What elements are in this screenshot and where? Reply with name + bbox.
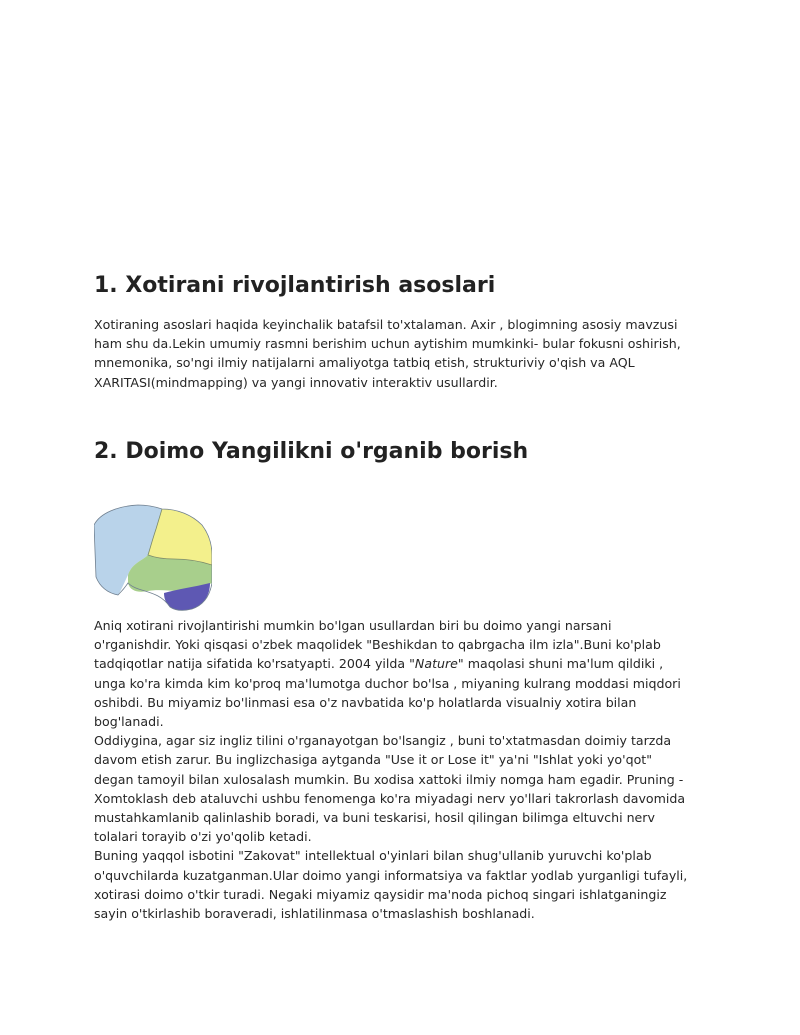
paragraph-text: maqolasi shuni ma'lum qildiki , [463, 656, 664, 672]
paragraph-line: XARITASI(mindmapping) va yangi innovativ interaktiv usullardir. [94, 374, 498, 390]
paragraph-text: tadqiqotlar natija sifatida ko'rsatyapti. 2004 yilda [94, 656, 410, 672]
paragraph-line: Aniq xotirani rivojlantirishi mumkin bo'lgan usullardan biri bu doimo yangi narsani [94, 618, 612, 633]
paragraph-line: davom etish zarur. Bu inglizchasiga aytganda "Use it or Lose it" ya'ni "Ishlat yoki yo'qot" [94, 752, 653, 768]
paragraph-line: Buning yaqqol isbotini "Zakovat" intellektual o'yinlari bilan shug'ullanib yuruvchi ko'plab [94, 848, 652, 864]
paragraph-line: o'quvchilarda kuzatganman.Ular doimo yangi informatsiya va faktlar yodlab yurganligi tufayli, [94, 867, 688, 883]
paragraph-line: degan tamoyil bilan xulosalash mumkin. Bu xodisa xattoki ilmiy nomga ham egadir. Pruning - [94, 771, 684, 787]
paragraph-line: bog'lanadi. [94, 714, 164, 730]
paragraph-line: o'rganishdir. Yoki qisqasi o'zbek maqolidek "Beshikdan to qabrgacha ilm izla".Buni ko'plab [94, 637, 661, 653]
paragraph-line: unga ko'ra kimda kim ko'proq ma'lumotga duchor bo'lsa , miyaning kulrang moddasi miqdori [94, 675, 681, 691]
paragraph-line: tolalari torayib o'zi yo'qolib ketadi. [94, 829, 312, 845]
brain-lobes-image [94, 503, 212, 613]
paragraph-line: oshibdi. Bu miyamiz bo'linmasi esa o'z navbatida ko'p holatlarda visualniy xotira bilan [94, 694, 637, 710]
paragraph-line: Xotiraning asoslari haqida keyinchalik batafsil to'xtalaman. Axir , blogimning asosiy mavzusi [94, 317, 678, 332]
paragraph-line: mnemonika, so'ngi ilmiy natijalarni amaliyotga tatbiq etish, strukturiviy o'qish va AQL [94, 355, 635, 371]
paragraph-line: Xomtoklash deb ataluvchi ushbu fenomenga ko'ra miyadagi nerv yo'llari takrorlash davomida [94, 790, 686, 806]
nature-journal-reference: "Nature" [409, 656, 464, 672]
paragraph-line: xotirasi doimo o'tkir turadi. Negaki miyamiz qaysidir ma'noda pichoq singari ishlatganingiz [94, 886, 667, 902]
paragraph-line: Oddiygina, agar siz ingliz tilini o'rganayotgan bo'lsangiz , buni to'xtatmasdan doimiy tarzda [94, 733, 672, 749]
paragraph-line: ham shu da.Lekin umumiy rasmni berishim uchun aytishim mumkinki- bular fokusni oshirish, [94, 336, 681, 352]
paragraph-line: mustahkamlanib qalinlashib boradi, va buni teskarisi, hosil qilingan bilimga eltuvchi nerv [94, 810, 655, 826]
section-1-heading: 1. Xotirani rivojlantirish asoslari [94, 273, 496, 298]
section-2-paragraph [94, 616, 714, 923]
paragraph-line: sayin o'tkirlashib boraveradi, ishlatilinmasa o'tmaslashish boshlanadi. [94, 906, 535, 922]
section-2-heading: 2. Doimo Yangilikni o'rganib borish [94, 439, 529, 464]
section-1-paragraph [94, 315, 714, 392]
paragraph-line [94, 654, 714, 673]
